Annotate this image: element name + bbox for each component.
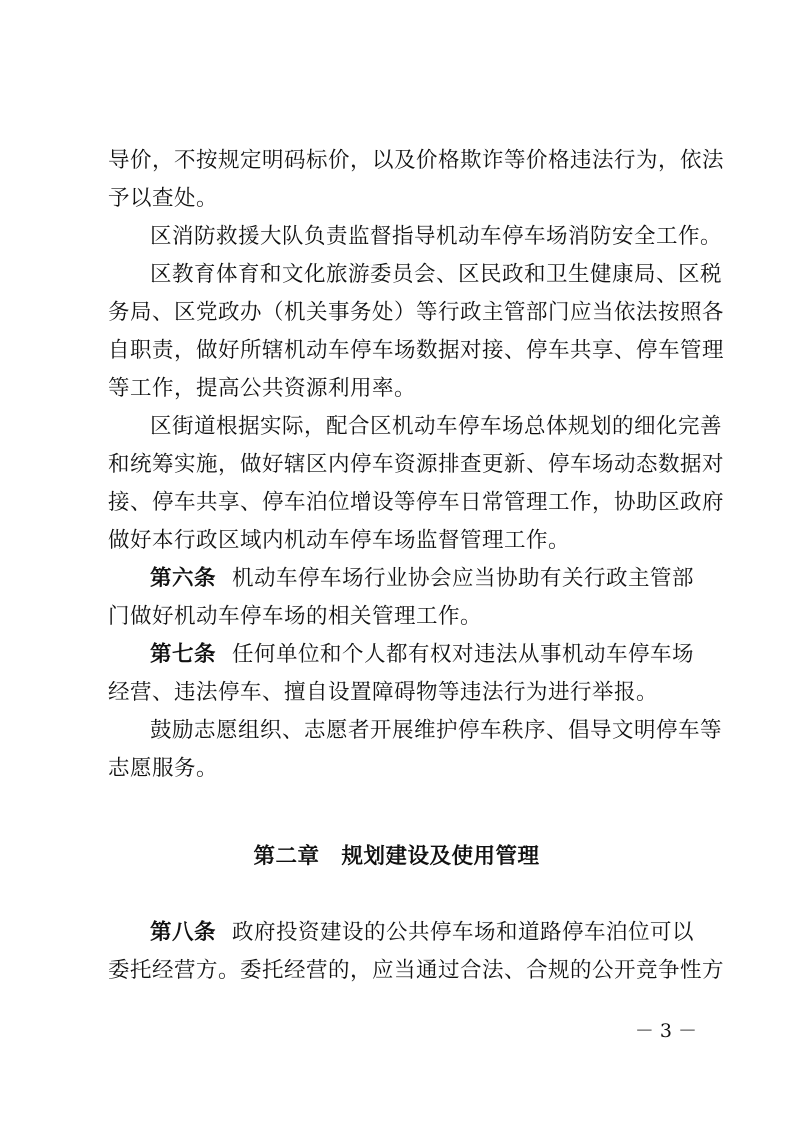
paragraph-line: 经营、违法停车、擅自设置障碍物等违法行为进行举报。 [108, 680, 659, 705]
article-six-text: 机动车停车场行业协会应当协助有关行政主管部 [232, 566, 695, 591]
article-seven-text: 任何单位和个人都有权对违法从事机动车停车场 [232, 642, 695, 667]
article-seven-heading: 第七条 [150, 642, 217, 667]
paragraph-line: 区教育体育和文化旅游委员会、区民政和卫生健康局、区税 [150, 262, 723, 287]
article-seven-line [150, 640, 695, 670]
paragraph-line: 鼓励志愿组织、志愿者开展维护停车秩序、倡导文明停车等 [150, 718, 723, 743]
paragraph-line: 自职责，做好所辖机动车停车场数据对接、停车共享、停车管理 [108, 338, 725, 363]
paragraph-line: 予以查处。 [108, 186, 219, 211]
paragraph-line: 等工作，提高公共资源利用率。 [108, 376, 417, 401]
paragraph-line: 做好本行政区域内机动车停车场监督管理工作。 [108, 528, 571, 553]
paragraph-line: 区消防救援大队负责监督指导机动车停车场消防安全工作。 [150, 224, 723, 249]
article-eight-heading: 第八条 [150, 920, 217, 945]
paragraph-line: 志愿服务。 [108, 756, 219, 781]
paragraph-line: 接、停车共享、停车泊位增设等停车日常管理工作，协助区政府 [108, 490, 725, 515]
article-six-line [150, 564, 695, 594]
paragraph-line: 委托经营方。委托经营的，应当通过合法、合规的公开竞争性方 [108, 958, 725, 983]
paragraph-line: 导价，不按规定明码标价，以及价格欺诈等价格违法行为，依法 [108, 148, 725, 173]
chapter-title: 第二章 规划建设及使用管理 [253, 844, 540, 869]
paragraph-line: 和统筹实施，做好辖区内停车资源排查更新、停车场动态数据对 [108, 452, 725, 477]
paragraph-line: 务局、区党政办（机关事务处）等行政主管部门应当依法按照各 [108, 300, 725, 325]
paragraph-line: 门做好机动车停车场的相关管理工作。 [108, 604, 483, 629]
paragraph-line: 区街道根据实际，配合区机动车停车场总体规划的细化完善 [150, 414, 723, 439]
article-eight-line [150, 918, 695, 948]
page-number: － 3 － [634, 1020, 697, 1042]
article-six-heading: 第六条 [150, 566, 217, 591]
article-eight-text: 政府投资建设的公共停车场和道路停车泊位可以 [232, 920, 695, 945]
